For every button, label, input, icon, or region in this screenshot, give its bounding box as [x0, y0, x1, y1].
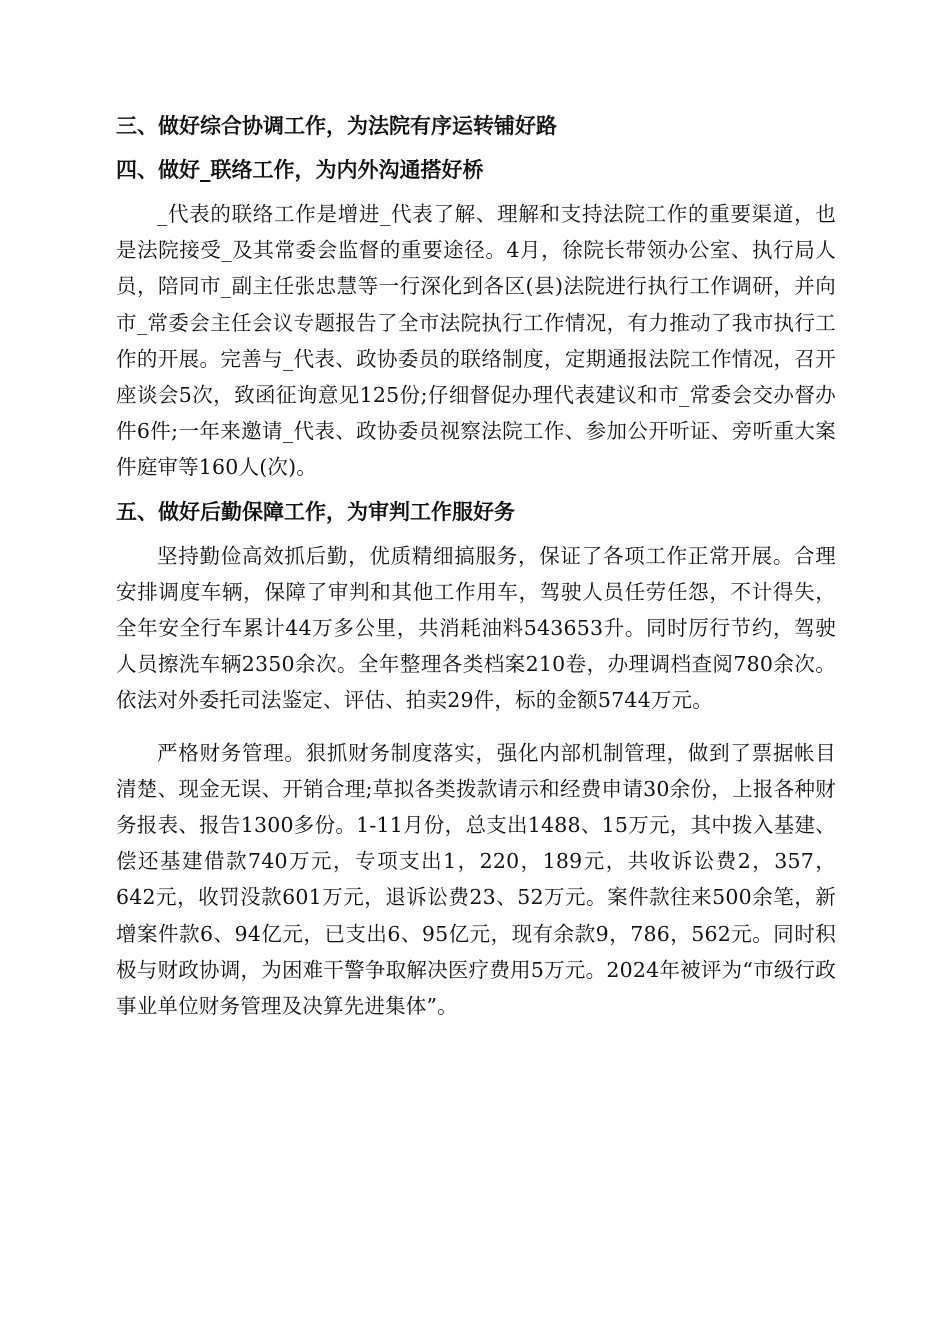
document-page	[116, 108, 836, 1024]
section-five-paragraph-1: 坚持勤俭高效抓后勤，优质精细搞服务，保证了各项工作正常开展。合理安排调度车辆，保障了审判和其他工作用车，驾驶人员任劳任怨，不计得失，全年安全行车累计44万多公里，共消耗油料543653升。同时厉行节约，驾驶人员擦洗车辆2350余次。全年整理各类档案210卷，办理调档查阅780余次。依法对外委托司法鉴定、评估、拍卖29件，标的金额5744万元。	[116, 543, 836, 713]
section-five-heading: 五、做好后勤保障工作，为审判工作服好务	[116, 499, 515, 524]
section-four-heading: 四、做好_联络工作，为内外沟通搭好桥	[116, 158, 484, 182]
section-five-paragraph-2: 严格财务管理。狠抓财务制度落实，强化内部机制管理，做到了票据帐目清楚、现金无误、开销合理;草拟各类拨款请示和经费申请30余份，上报各种财务报表、报告1300多份。1-11月份，总支出1488、15万元，其中拨入基建、偿还基建借款740万元，专项支出1，220，189元，共收诉讼费2，357，642元，收罚没款601万元，退诉讼费23、52万元。案件款往来500余笔，新增案件款6、94亿元，已支出6、95亿元，现有余款9，786，562元。同时积极与财政协调，为困难干警争取解决医疗费用5万元。2024年被评为“市级行政事业单位财务管理及决算先进集体”。	[116, 740, 836, 1019]
section-three-heading: 三、做好综合协调工作，为法院有序运转铺好路	[116, 114, 557, 138]
section-four-paragraph-1: _代表的联络工作是增进_代表了解、理解和支持法院工作的重要渠道，也是法院接受_及其常委会监督的重要途径。4月，徐院长带领办公室、执行局人员，陪同市_副主任张忠慧等一行深化到各区(县)法院进行执行工作调研，并向市_常委会主任会议专题报告了全市法院执行工作情况，有力推动了我市执行工作的开展。完善与_代表、政协委员的联络制度，定期通报法院工作情况，召开座谈会5次，致函征询意见125份;仔细督促办理代表建议和市_常委会交办督办件6件;一年来邀请_代表、政协委员视察法院工作、参加公开听证、旁听重大案件庭审等160人(次)。	[116, 202, 836, 480]
